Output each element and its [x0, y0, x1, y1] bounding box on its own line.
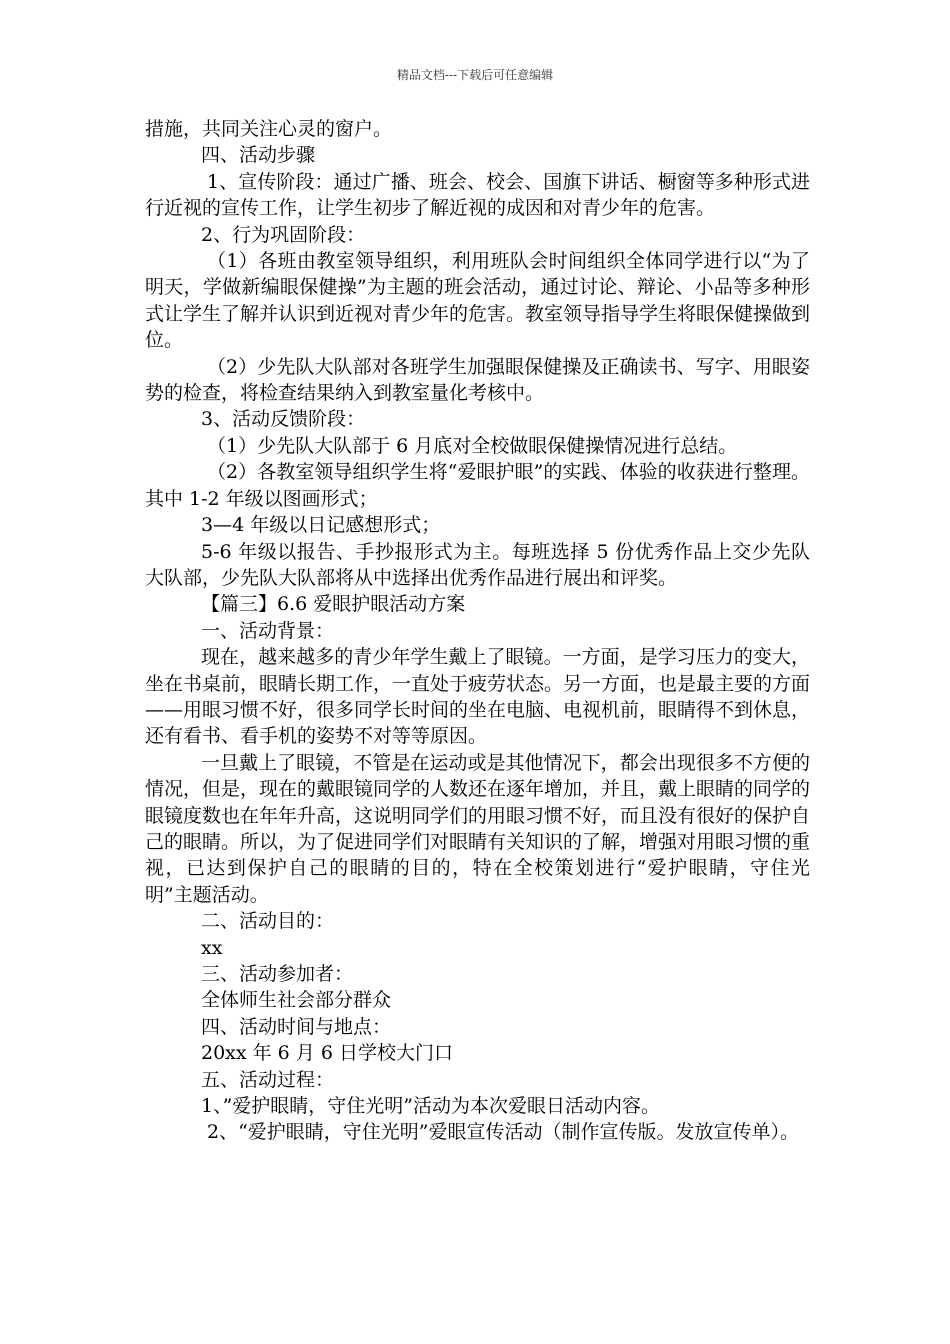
paragraph: 一旦戴上了眼镜，不管是在运动或是其他情况下，都会出现很多不方便的情况，但是，现在的戴眼镜同学的人数还在逐年增加，并且，戴上眼睛的同学的眼镜度数也在年年升高，这说明同学们的用眼习惯不好，而且没有很好的保护自己的眼睛。所以，为了促进同学们对眼睛有关知识的了解，增强对用眼习惯的重视，已达到保护自己的眼睛的目的，特在全校策划进行“爱护眼睛，守住光明”主题活动。	[145, 751, 811, 906]
paragraph: 20xx 年 6 月 6 日学校大门口	[201, 1042, 453, 1065]
paragraph: 五、活动过程：	[201, 1068, 335, 1091]
paragraph: 三、活动参加者：	[201, 963, 354, 985]
paragraph: 现在，越来越多的青少年学生戴上了眼镜。一方面，是学习压力的变大，坐在书桌前，眼睛长期工作，一直处于疲劳状态。另一方面，也是最主要的方面——用眼习惯不好，很多同学长时间的坐在电脑、电视机前，眼睛得不到休息，还有看书、看手机的姿势不对等等原因。	[145, 646, 811, 748]
paragraph: （2）少先队大队部对各班学生加强眼保健操及正确读书、写字、用眼姿势的检查，将检查结果纳入到教室量化考核中。	[145, 355, 810, 405]
paragraph: 四、活动时间与地点：	[201, 1015, 392, 1038]
paragraph: 2、行为巩固阶段：	[201, 223, 366, 246]
paragraph: 3、活动反馈阶段：	[201, 408, 366, 431]
paragraph: 2、“爱护眼睛，守住光明”爱眼宣传活动（制作宣传版。发放宣传单）。	[207, 1121, 800, 1144]
paragraph: 1、宣传阶段：通过广播、班会、校会、国旗下讲话、橱窗等多种形式进行近视的宣传工作，让学生初步了解近视的成因和对青少年的危害。	[145, 170, 810, 220]
paragraph: 措施，共同关注心灵的窗户。	[145, 118, 393, 140]
page-header: 精品文档---下载后可任意编辑	[396, 68, 554, 82]
paragraph: （2）各教室领导组织学生将“爱眼护眼”的实践、体验的收获进行整理。其中 1-2 年级以图画形式；	[145, 461, 810, 510]
paragraph: 5-6 年级以报告、手抄报形式为主。每班选择 5 份优秀作品上交少先队大队部，少先队大队部将从中选择出优秀作品进行展出和评奖。	[145, 540, 810, 589]
paragraph: 1、”爱护眼睛，守住光明”活动为本次爱眼日活动内容。	[201, 1095, 661, 1118]
paragraph: 3—4 年级以日记感想形式；	[201, 514, 441, 537]
paragraph: （1）少先队大队部于 6 月底对全校做眼保健操情况进行总结。	[207, 434, 738, 457]
paragraph: 全体师生社会部分群众	[201, 989, 392, 1012]
paragraph: 二、活动目的：	[201, 910, 335, 933]
paragraph: 四、活动步骤	[201, 144, 316, 167]
paragraph: （1）各班由教室领导组织，利用班队会时间组织全体同学进行以“为了明天，学做新编眼保健操”为主题的班会活动，通过讨论、辩论、小品等多种形式让学生了解并认识到近视对青少年的危害。教室领导指导学生将眼保健操做到位。	[145, 250, 811, 352]
document-body	[145, 116, 810, 1146]
paragraph: 一、活动背景：	[201, 619, 335, 642]
paragraph: xx	[201, 936, 223, 959]
paragraph: 【篇三】6.6 爱眼护眼活动方案	[201, 593, 466, 616]
